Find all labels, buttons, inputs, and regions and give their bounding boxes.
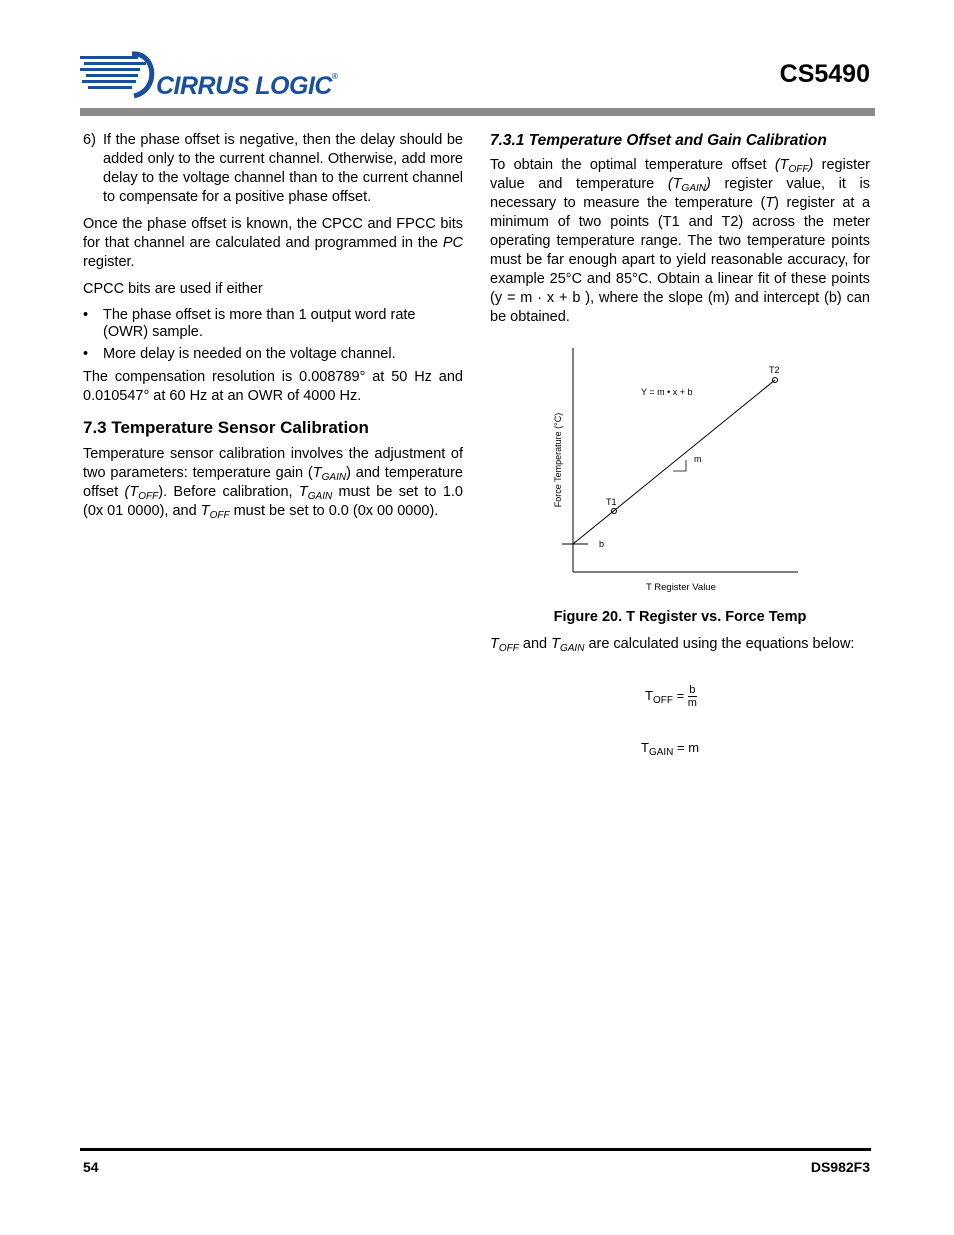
x-axis-label: T Register Value [646, 582, 716, 593]
document-id: DS982F3 [810, 1159, 870, 1175]
paragraph-compensation-resolution: The compensation resolution is 0.008789° at 50 Hz and 0.010547° at 60 Hz at an OWR of 4000 Hz. [83, 369, 463, 404]
label-t2: T2 [769, 365, 780, 375]
figure-diagram [548, 343, 808, 601]
y-axis-label: Force Temperature (°C) [553, 412, 563, 508]
paragraph-temp-sensor-calibration: Temperature sensor calibration involves the adjustment of two parameters: temperature gain $(T_{GAIN})$ and temperature offset $(T_{OFF})$. Before calibration, $T_{GAIN}$ must be set to 1.0 (0x 01 0000), and $T_{OFF}$ must be set to 0.0 (0x 00 0000). [83, 446, 463, 521]
list-item: • More delay is needed on the voltage channel. [83, 346, 396, 362]
section-heading-7-3: 7.3 Temperature Sensor Calibration [83, 418, 369, 437]
label-slope: m [694, 454, 702, 464]
list-item: • The phase offset is more than 1 output word rate (OWR) sample. [83, 307, 416, 340]
fit-line [573, 380, 775, 544]
paragraph-equations-intro: $T_{OFF}$ and $T_{GAIN}$ are calculated using the equations below: [490, 636, 855, 654]
left-column [83, 131, 463, 529]
paragraph-cpcc-intro: CPCC bits are used if either [83, 281, 263, 297]
paragraph-pc-register: Once the phase offset is known, the CPCC and FPCC bits for that channel are calculated and programmed in the PC register. [83, 216, 463, 270]
figure-caption: Figure 20. T Register vs. Force Temp [553, 609, 807, 625]
section-heading-7-3-1: 7.3.1 Temperature Offset and Gain Calibration [490, 132, 827, 149]
page-number: 54 [83, 1159, 99, 1175]
document-title: CS5490 [779, 60, 870, 88]
cpcc-bullet-list [83, 307, 463, 363]
logo-wordmark: CIRRUS LOGIC® [156, 72, 338, 100]
equation-toff: $T_{OFF}$ = $\frac{b}{m}$ [645, 684, 697, 709]
fraction-b-over-m: $\frac{b}{m}$ [687, 684, 697, 709]
cirrus-logic-logo [80, 50, 340, 102]
equation-tgain: $T_{GAIN} = m$ [641, 740, 700, 758]
paragraph-offset-gain-calibration: To obtain the optimal temperature offset $(T_{OFF})$ register value and temperature $(T_{GAIN})$ register value, it is necessary to measure the temperature (T) register at a minimum of two points (T1 and T2) across the meter operating temperature range. The two temperature points must be far enough apart to yield reasonable accuracy, for example 25°C and 85°C. Obtain a linear fit of these points (y = m · x + b ), where the slope (m) and intercept (b) can be obtained. [490, 157, 871, 325]
numbered-item-6: 6) If the phase offset is negative, then the delay should be added only to the current channel. Otherwise, add more delay to the voltage channel than to the current channel to compensate for a positive phase offset. [83, 132, 463, 205]
label-intercept: b [599, 539, 605, 549]
footer-rule [80, 1148, 871, 1151]
label-equation: Y = m • x + b [641, 387, 693, 397]
figure-t-register-vs-force-temp [548, 343, 808, 601]
header-rule [80, 108, 875, 116]
label-t1: T1 [606, 497, 617, 507]
logo-swoosh-icon [80, 50, 160, 102]
right-column [490, 131, 870, 335]
